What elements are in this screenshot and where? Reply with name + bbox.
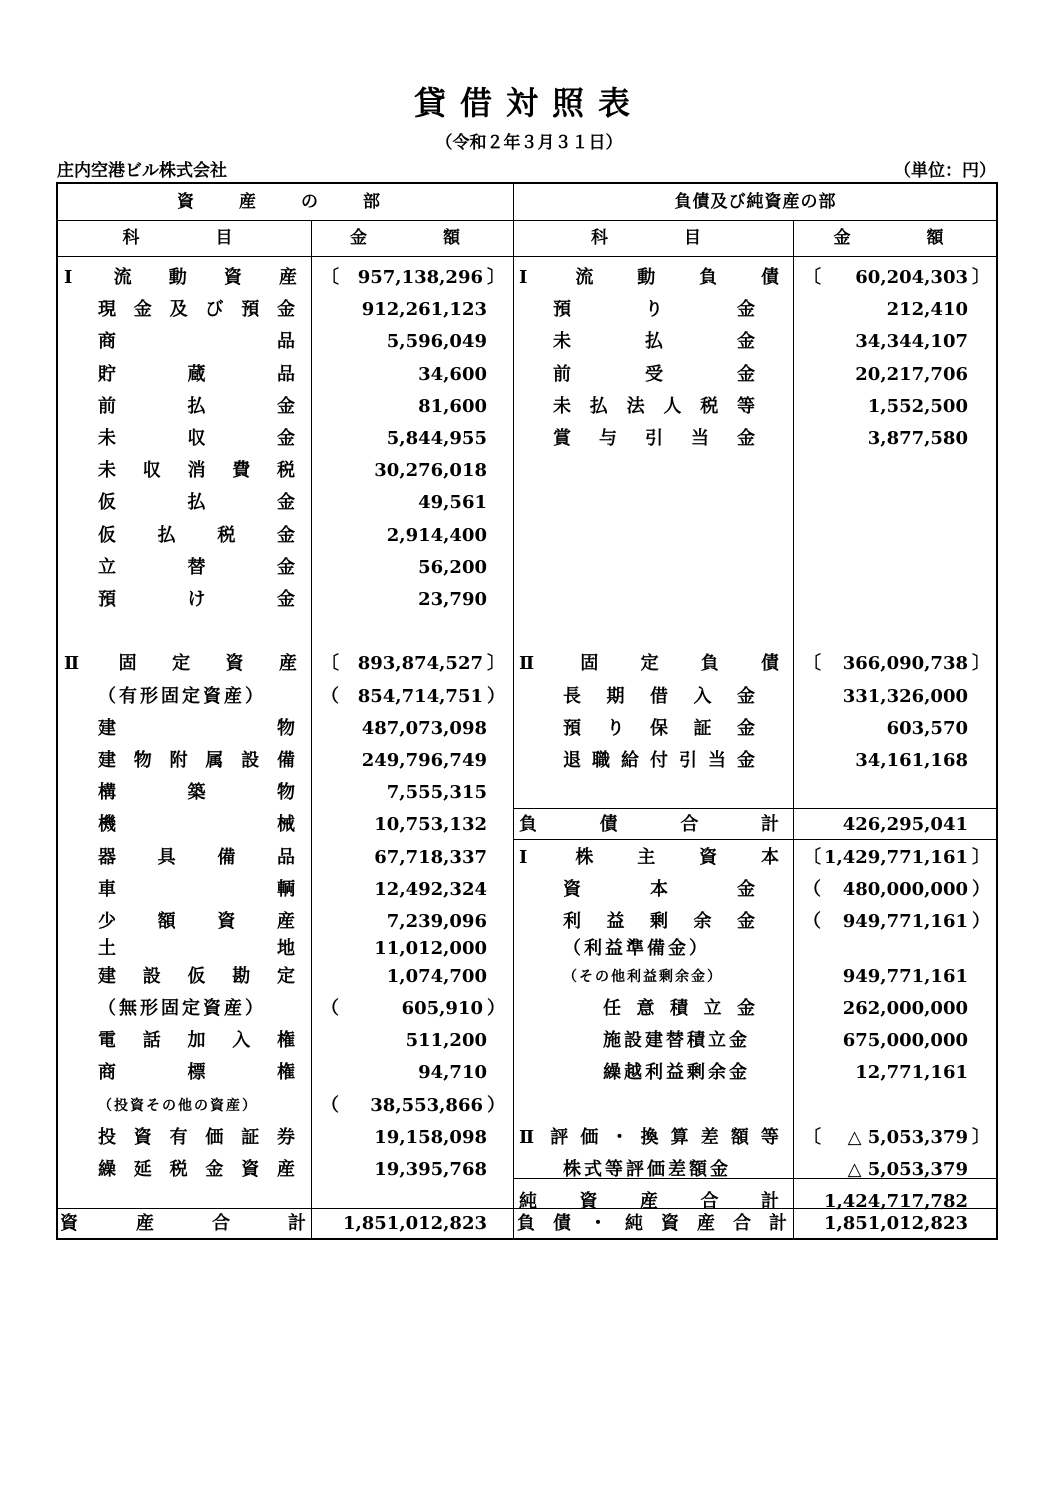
open-bracket: （	[321, 1094, 339, 1116]
asset-amount-cell	[311, 1154, 513, 1186]
asset-amount-cell	[311, 455, 513, 487]
liability-amount-cell	[793, 326, 998, 358]
asset-amount-cell	[311, 262, 513, 294]
close-bracket: 〕	[487, 267, 505, 288]
close-bracket: ）	[487, 1094, 505, 1116]
liability-label: Ⅱ 評 価 ・ 換 算 差 額 等	[519, 1126, 779, 1148]
asset-amount: 81,600	[418, 395, 487, 417]
liability-amount: 366,090,738	[842, 653, 968, 675]
liability-row	[513, 359, 793, 391]
liabilities-section-header: 負債及び純資産の部	[674, 192, 837, 212]
asset-row	[58, 681, 311, 713]
asset-row	[58, 391, 311, 423]
liability-label: 負 債 合 計	[519, 814, 779, 836]
asset-amount-cell	[311, 1025, 513, 1057]
asset-amount: 67,718,337	[374, 846, 487, 868]
asset-amount: 605,910	[401, 997, 483, 1019]
asset-row	[58, 874, 311, 906]
liability-row	[513, 713, 793, 745]
liability-row	[513, 681, 793, 713]
assets-total-row	[58, 1208, 311, 1240]
liability-row	[513, 648, 793, 680]
asset-label: 建 物	[98, 717, 295, 739]
liability-amount: 675,000,000	[842, 1030, 968, 1052]
asset-label: Ⅰ 流 動 資 産	[64, 267, 297, 288]
liability-amount-cell	[793, 1122, 998, 1154]
liability-amount-cell	[793, 961, 998, 993]
liability-label: （利益準備金）	[563, 938, 710, 960]
asset-label: 貯 蔵 品	[98, 363, 295, 385]
liability-row	[513, 294, 793, 326]
liability-label: Ⅰ 株 主 資 本	[519, 846, 779, 868]
asset-amount: 2,914,400	[386, 524, 487, 546]
asset-label: 土 地	[98, 938, 295, 960]
asset-amount: 912,261,123	[361, 299, 487, 321]
liability-amount-cell	[793, 648, 998, 680]
asset-amount-cell	[311, 1090, 513, 1122]
asset-label: 現 金 及 び 預 金	[98, 299, 295, 321]
liability-label: 預 り 保 証 金	[563, 717, 755, 739]
asset-row	[58, 423, 311, 455]
liability-label: 株式等評価差額金	[563, 1158, 731, 1180]
liability-label: 施設建替積立金	[603, 1030, 750, 1052]
open-bracket: （	[321, 685, 339, 707]
open-bracket: 〔	[803, 267, 821, 288]
liability-amount: 60,204,303	[855, 267, 968, 288]
asset-label: 少 額 資 産	[98, 911, 295, 932]
asset-amount-cell	[311, 359, 513, 391]
liability-amount: 1,424,717,782	[823, 1191, 968, 1213]
liability-amount: 3,877,580	[867, 428, 968, 449]
asset-amount: 38,553,866	[370, 1094, 483, 1116]
close-bracket: ）	[972, 878, 990, 900]
asset-amount: 1,074,700	[386, 965, 487, 987]
asset-row	[58, 455, 311, 487]
asset-row	[58, 1025, 311, 1057]
asset-label: 預 け 金	[98, 589, 295, 610]
liability-label: 長 期 借 入 金	[563, 685, 755, 707]
liability-row	[513, 874, 793, 906]
assets-total-amount: 1,851,012,823	[342, 1213, 487, 1234]
asset-amount: 11,012,000	[374, 938, 487, 960]
liability-amount-cell	[793, 993, 998, 1025]
asset-row	[58, 552, 311, 584]
liability-amount: 34,344,107	[855, 331, 968, 353]
asset-amount-cell	[311, 1122, 513, 1154]
asset-amount: 30,276,018	[374, 460, 487, 482]
liability-amount: 12,771,161	[855, 1062, 968, 1084]
asset-row	[58, 713, 311, 745]
asset-row	[58, 294, 311, 326]
asset-amount-cell	[311, 809, 513, 841]
liab-total-row	[513, 1208, 793, 1240]
asset-row	[58, 1057, 311, 1089]
liability-amount: 1,552,500	[867, 395, 968, 417]
assets-section-header: 資 産 の 部	[177, 192, 394, 212]
asset-amount-cell	[311, 1057, 513, 1089]
asset-amount: 56,200	[418, 556, 487, 578]
liability-amount: △ 5,053,379	[847, 1126, 968, 1148]
asset-label: 前 払 金	[98, 395, 295, 417]
asset-amount-cell	[311, 584, 513, 616]
asset-amount: 94,710	[418, 1062, 487, 1084]
liability-amount-cell	[793, 423, 998, 455]
asset-amount: 12,492,324	[374, 878, 487, 900]
liability-amount-cell	[793, 809, 998, 841]
liability-label: 利 益 剰 余 金	[563, 911, 755, 932]
liability-row	[513, 1154, 793, 1186]
liability-label: 純 資 産 合 計	[519, 1191, 779, 1213]
asset-row	[58, 584, 311, 616]
assets-total-amount-cell	[311, 1208, 513, 1240]
liability-amount: 262,000,000	[842, 997, 968, 1019]
liability-amount-cell	[793, 681, 998, 713]
asset-label: 仮 払 税 金	[98, 524, 295, 546]
liability-row	[513, 809, 793, 841]
liability-amount-cell	[793, 874, 998, 906]
assets-total-label: 資 産 合 計	[60, 1213, 306, 1234]
asset-row	[58, 648, 311, 680]
liability-amount-cell	[793, 842, 998, 874]
asset-label: （投資その他の資産）	[98, 1097, 258, 1114]
assets-account-header: 科 目	[122, 228, 247, 248]
liability-amount-cell	[793, 262, 998, 294]
asset-amount-cell	[311, 391, 513, 423]
asset-amount-cell	[311, 326, 513, 358]
liability-label: 未 払 金	[553, 331, 755, 353]
asset-label: 建 設 仮 勘 定	[98, 965, 295, 987]
asset-row	[58, 487, 311, 519]
asset-label: 構 築 物	[98, 782, 295, 804]
balance-sheet-table	[56, 182, 998, 1240]
liability-row	[513, 391, 793, 423]
liability-label: 退 職 給 付 引 当 金	[563, 750, 755, 771]
liability-amount: 603,570	[886, 717, 968, 739]
liability-row	[513, 1122, 793, 1154]
asset-row	[58, 1090, 311, 1122]
asset-amount: 10,753,132	[374, 814, 487, 836]
asset-label: 機 械	[98, 814, 295, 836]
unit-label: （単位：円）	[894, 161, 996, 181]
liability-label: 任 意 積 立 金	[603, 997, 755, 1019]
asset-row	[58, 777, 311, 809]
close-bracket: ）	[972, 911, 990, 932]
asset-label: 商 品	[98, 331, 295, 353]
asset-amount-cell	[311, 487, 513, 519]
liability-amount: 212,410	[886, 299, 968, 321]
asset-label: Ⅱ 固 定 資 産	[64, 653, 297, 675]
liability-row	[513, 842, 793, 874]
close-bracket: 〕	[972, 653, 990, 675]
close-bracket: 〕	[972, 267, 990, 288]
open-bracket: 〔	[321, 267, 339, 288]
liability-amount: 1,429,771,161	[823, 846, 968, 868]
header-rule-2	[58, 256, 996, 257]
asset-amount: 249,796,749	[361, 750, 487, 771]
open-bracket: （	[321, 997, 339, 1019]
close-bracket: 〕	[972, 1126, 990, 1148]
liability-amount: 20,217,706	[855, 363, 968, 385]
asset-amount-cell	[311, 842, 513, 874]
asset-row	[58, 993, 311, 1025]
liability-amount: △ 5,053,379	[847, 1158, 968, 1180]
asset-row	[58, 842, 311, 874]
asset-amount-cell	[311, 777, 513, 809]
asset-amount-cell	[311, 520, 513, 552]
liab-amount-header: 金 額	[833, 228, 958, 248]
liab-total-label: 負 債 ・ 純 資 産 合 計	[517, 1213, 787, 1234]
asset-label: （無形固定資産）	[98, 997, 266, 1019]
asset-amount: 487,073,098	[361, 717, 487, 739]
asset-label: 仮 払 金	[98, 492, 295, 514]
liability-label: 預 り 金	[553, 299, 755, 321]
asset-row	[58, 809, 311, 841]
asset-row	[58, 1154, 311, 1186]
open-bracket: （	[803, 878, 821, 900]
asset-label: 繰 延 税 金 資 産	[98, 1158, 295, 1180]
asset-row	[58, 520, 311, 552]
asset-amount: 7,555,315	[386, 782, 487, 804]
asset-amount-cell	[311, 713, 513, 745]
asset-row	[58, 262, 311, 294]
liability-row	[513, 1025, 793, 1057]
asset-label: 建 物 附 属 設 備	[98, 750, 295, 771]
liability-amount: 426,295,041	[842, 814, 968, 836]
asset-row	[58, 1122, 311, 1154]
liability-label: （その他利益剰余金）	[563, 968, 723, 985]
asset-amount: 957,138,296	[357, 267, 483, 288]
asset-label: 商 標 権	[98, 1062, 295, 1084]
asset-label: （有形固定資産）	[98, 685, 266, 707]
asset-amount-cell	[311, 294, 513, 326]
open-bracket: 〔	[321, 653, 339, 675]
asset-label: 器 具 備 品	[98, 846, 295, 868]
assets-amount-header: 金 額	[350, 228, 474, 248]
asset-amount: 511,200	[405, 1030, 487, 1052]
asset-label: 投 資 有 価 証 券	[98, 1126, 295, 1148]
liability-label: Ⅰ 流 動 負 債	[519, 267, 779, 288]
liability-amount-cell	[793, 1057, 998, 1089]
asset-label: 車 輌	[98, 878, 295, 900]
liab-account-header: 科 目	[591, 228, 715, 248]
open-bracket: 〔	[803, 653, 821, 675]
asset-amount: 5,844,955	[386, 428, 487, 449]
open-bracket: 〔	[803, 1126, 821, 1148]
asset-row	[58, 745, 311, 777]
open-bracket: 〔	[803, 846, 821, 868]
asset-amount-cell	[311, 423, 513, 455]
close-bracket: 〕	[487, 653, 505, 675]
liability-label: 資 本 金	[563, 878, 755, 900]
asset-amount: 7,239,096	[386, 911, 487, 932]
liability-label: 未 払 法 人 税 等	[553, 395, 755, 417]
liability-label: 賞 与 引 当 金	[553, 428, 755, 449]
liability-amount-cell	[793, 745, 998, 777]
liability-amount-cell	[793, 1025, 998, 1057]
asset-amount: 5,596,049	[386, 331, 487, 353]
company-name: 庄内空港ビル株式会社	[57, 161, 227, 181]
document-title: 貸借対照表	[413, 84, 644, 122]
liab-total-amount: 1,851,012,823	[823, 1213, 968, 1234]
asset-label: 未 収 消 費 税	[98, 460, 295, 482]
liability-amount-cell	[793, 1154, 998, 1186]
asset-label: 立 替 金	[98, 556, 295, 578]
liability-amount-cell	[793, 294, 998, 326]
asset-amount: 19,158,098	[374, 1126, 487, 1148]
liability-label: Ⅱ 固 定 負 債	[519, 653, 779, 675]
liability-label: 繰越利益剰余金	[603, 1062, 750, 1084]
asset-amount-cell	[311, 681, 513, 713]
liability-amount-cell	[793, 391, 998, 423]
asset-amount-cell	[311, 648, 513, 680]
liability-amount: 949,771,161	[842, 911, 968, 932]
asset-amount: 854,714,751	[357, 685, 483, 707]
liability-row	[513, 993, 793, 1025]
asset-amount-cell	[311, 745, 513, 777]
asset-amount-cell	[311, 993, 513, 1025]
open-bracket: （	[803, 911, 821, 932]
asset-amount-cell	[311, 552, 513, 584]
asset-amount: 34,600	[418, 363, 487, 385]
liability-amount-cell	[793, 713, 998, 745]
asset-row	[58, 359, 311, 391]
liability-label: 前 受 金	[553, 363, 755, 385]
asset-amount: 23,790	[418, 589, 487, 610]
asset-amount: 893,874,527	[357, 653, 483, 675]
close-bracket: ）	[487, 997, 505, 1019]
balance-date: （令和２年３月３１日）	[435, 133, 623, 153]
asset-label: 未 収 金	[98, 428, 295, 449]
liability-row	[513, 326, 793, 358]
liability-amount: 331,326,000	[842, 685, 968, 707]
liability-amount-cell	[793, 359, 998, 391]
close-bracket: 〕	[972, 846, 990, 868]
close-bracket: ）	[487, 685, 505, 707]
liability-amount: 949,771,161	[842, 965, 968, 987]
liability-amount: 34,161,168	[855, 750, 968, 771]
liability-row	[513, 961, 793, 993]
asset-amount-cell	[311, 961, 513, 993]
asset-row	[58, 326, 311, 358]
liability-amount: 480,000,000	[842, 878, 968, 900]
liab-total-amount-cell	[793, 1208, 998, 1240]
liability-row	[513, 262, 793, 294]
asset-label: 電 話 加 入 権	[98, 1030, 295, 1052]
asset-amount-cell	[311, 874, 513, 906]
asset-row	[58, 961, 311, 993]
asset-amount: 49,561	[418, 492, 487, 514]
liability-row	[513, 1057, 793, 1089]
asset-amount: 19,395,768	[374, 1158, 487, 1180]
liability-row	[513, 423, 793, 455]
liability-row	[513, 745, 793, 777]
